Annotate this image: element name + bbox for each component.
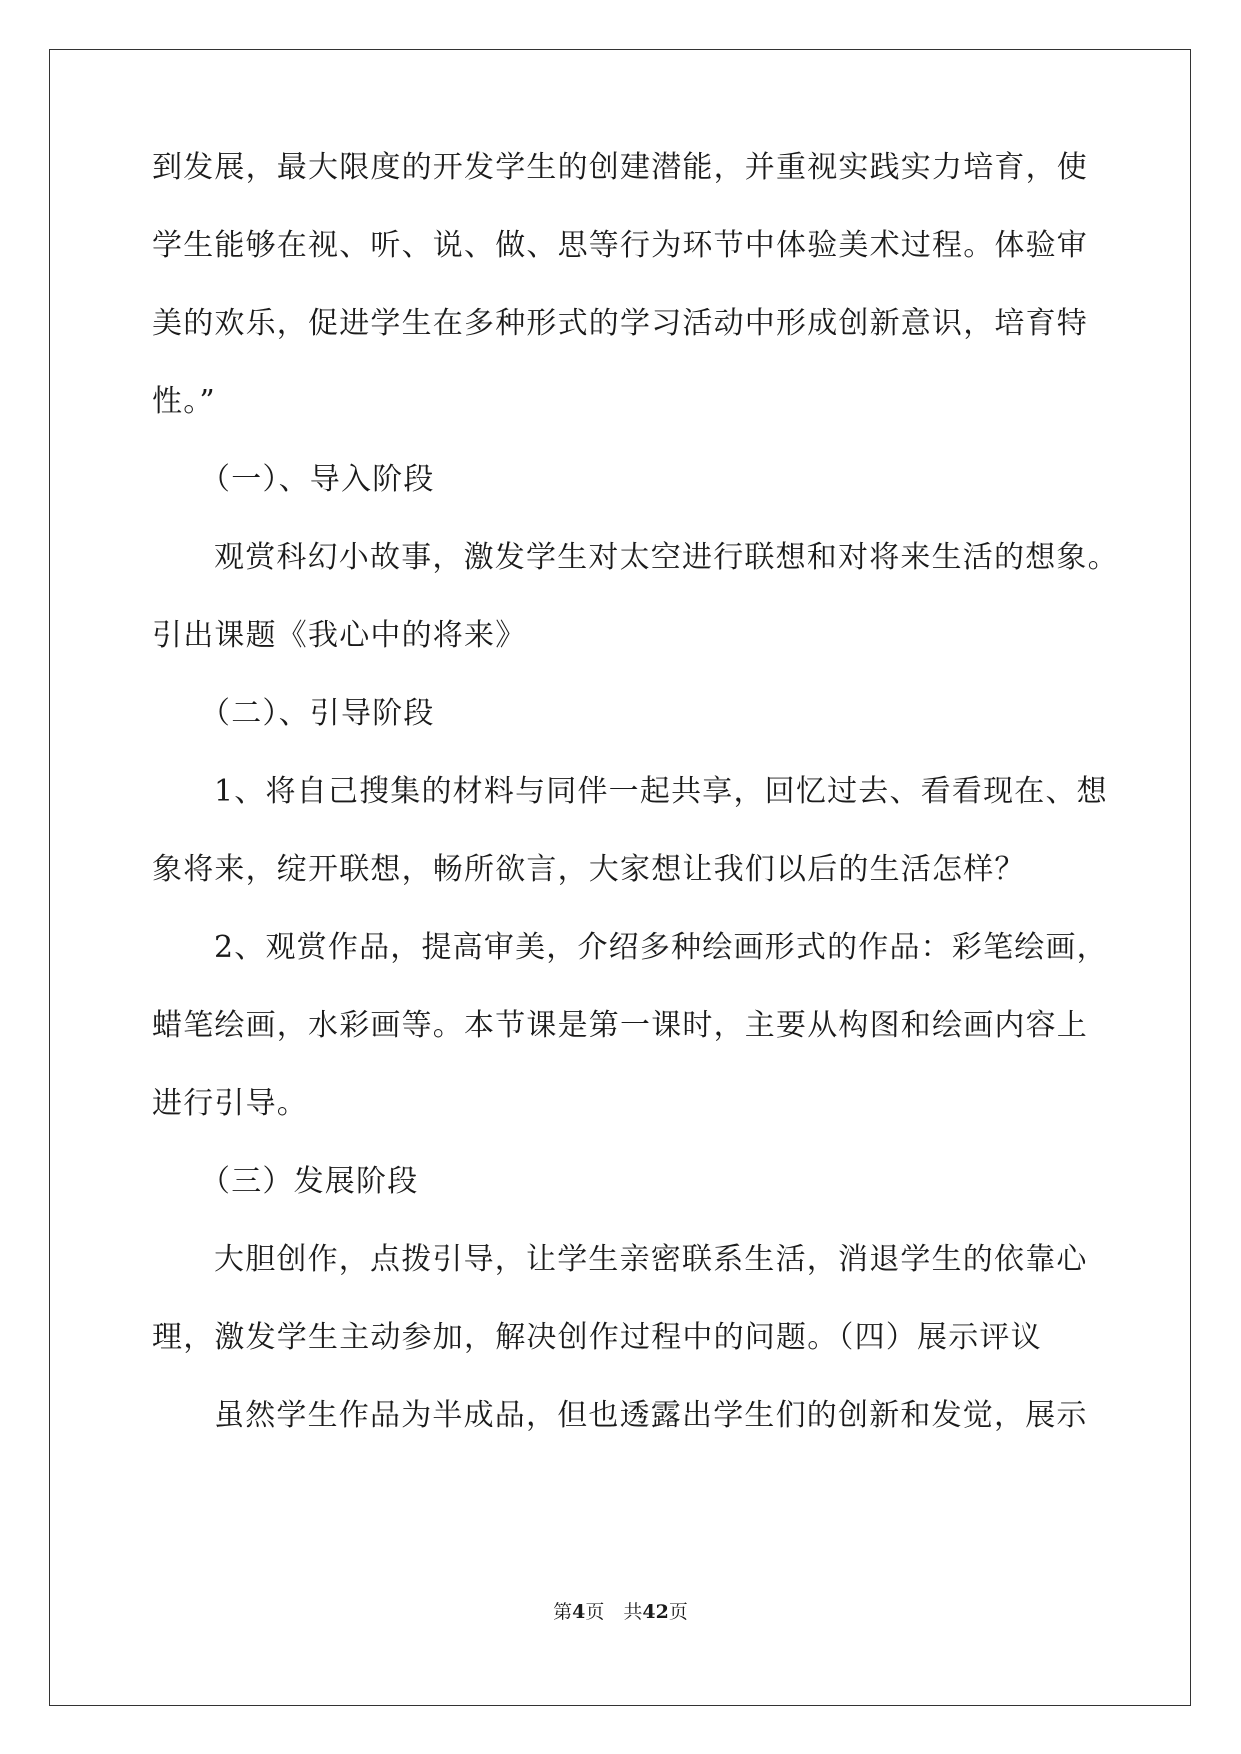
text-line: 美的欢乐，促进学生在多种形式的学习活动中形成创新意识，培育特 (152, 306, 1088, 341)
footer-suffix: 页 (668, 1601, 688, 1623)
section-heading: （一）、导入阶段 (200, 462, 435, 497)
section-heading: （三）发展阶段 (200, 1164, 419, 1199)
footer-prefix: 第 (553, 1601, 573, 1623)
footer-middle: 页 共 (585, 1601, 643, 1623)
page-footer (0, 1600, 1241, 1624)
text-line: 到发展，最大限度的开发学生的创建潜能，并重视实践实力培育，使 (152, 150, 1088, 185)
text-line: 大胆创作，点拨引导，让学生亲密联系生活，消退学生的依靠心 (214, 1242, 1088, 1277)
page-number: 4 (572, 1601, 586, 1623)
text-line: 2、观赏作品，提高审美，介绍多种绘画形式的作品：彩笔绘画， (214, 930, 1108, 965)
text-line: 观赏科幻小故事，激发学生对太空进行联想和对将来生活的想象。 (214, 540, 1119, 575)
text-line: 1、将自己搜集的材料与同伴一起共享，回忆过去、看看现在、想 (214, 774, 1108, 809)
text-line: 进行引导。 (152, 1086, 308, 1121)
text-line: 理，激发学生主动参加，解决创作过程中的问题。（四）展示评议 (152, 1320, 1042, 1355)
text-line: 虽然学生作品为半成品，但也透露出学生们的创新和发觉，展示 (214, 1398, 1088, 1433)
text-line: 象将来，绽开联想，畅所欲言，大家想让我们以后的生活怎样？ (152, 852, 1026, 887)
section-heading: （二）、引导阶段 (200, 696, 435, 731)
text-line: 学生能够在视、听、说、做、思等行为环节中体验美术过程。体验审 (152, 228, 1088, 263)
text-line: 性。” (152, 384, 216, 419)
page-total: 42 (642, 1601, 669, 1623)
text-line: 蜡笔绘画，水彩画等。本节课是第一课时，主要从构图和绘画内容上 (152, 1008, 1088, 1043)
text-line: 引出课题《我心中的将来》 (152, 618, 527, 653)
